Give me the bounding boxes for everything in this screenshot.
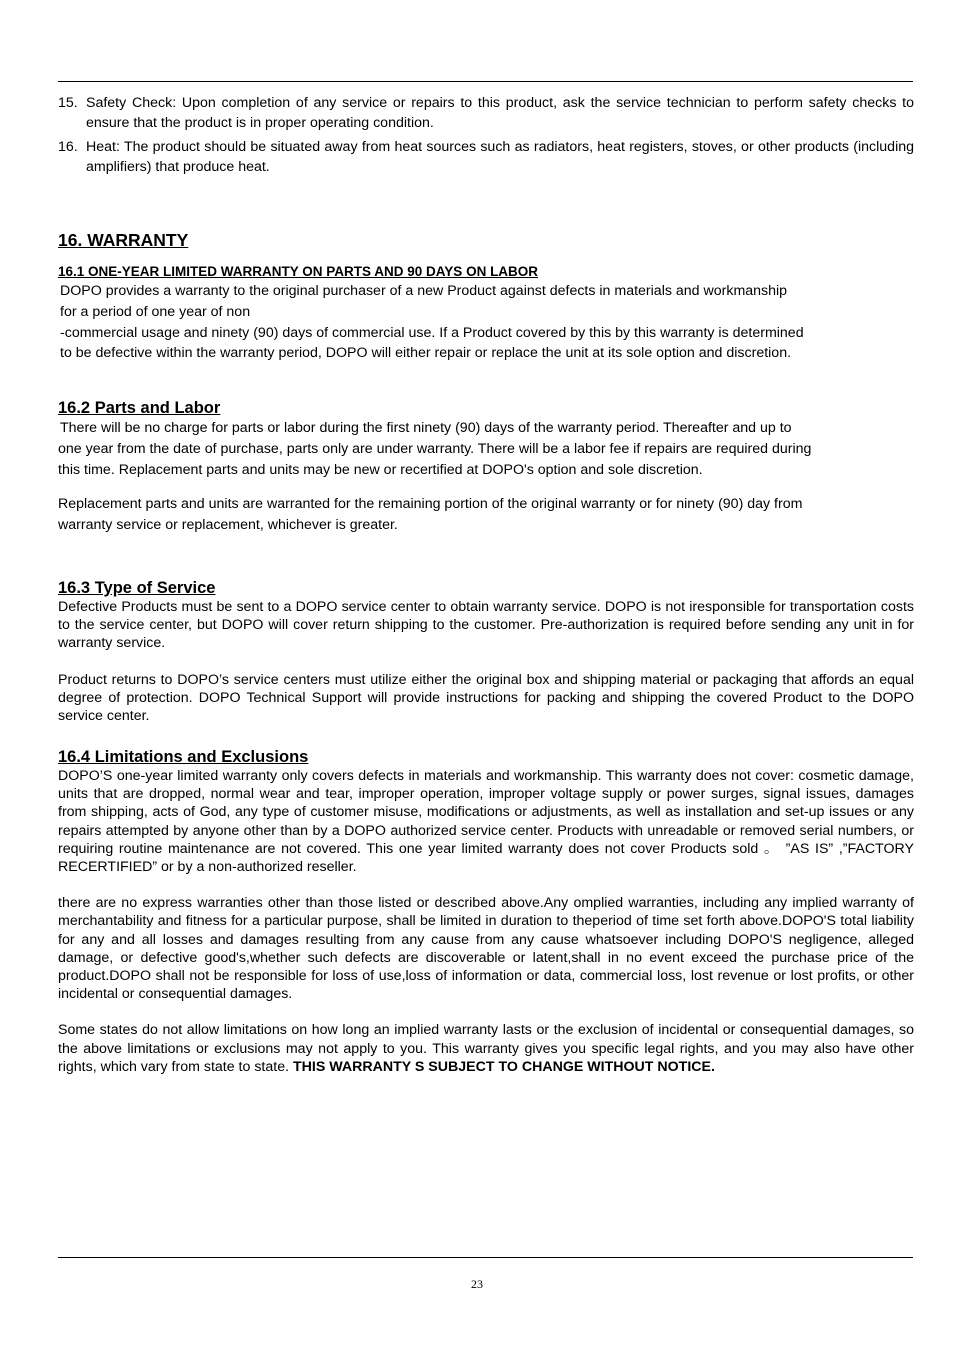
page-number: 23 — [471, 1277, 483, 1291]
paragraph-line: to be defective within the warranty period, DOPO will either repair or replace the unit at its sole option and discretion. — [60, 345, 792, 362]
list-number: 15. — [58, 95, 78, 111]
warranty-title-block — [58, 230, 914, 251]
list-item-15 — [58, 93, 914, 133]
list-text: Heat: The product should be situated away from heat sources such as radiators, heat registers, stoves, or other products (including amplifiers) that produce heat. — [86, 139, 914, 175]
subsection-heading: 16.2 Parts and Labor — [58, 399, 221, 417]
subsection-heading: 16.3 Type of Service — [58, 579, 216, 597]
safety-list — [58, 93, 914, 181]
paragraph-line: warranty service or replacement, whichever is greater. — [58, 517, 398, 534]
paragraph: Product returns to DOPO’s service centers must utilize either the original box and shipping material or packaging that affords an equal degree of protection. DOPO Technical Support will provide instructions for packing and shipping the covered Product to the DOPO service center. — [58, 671, 914, 725]
section-title: 16. WARRANTY — [58, 230, 189, 250]
subsection-heading: 16.1 ONE-YEAR LIMITED WARRANTY ON PARTS AND 90 DAYS ON LABOR — [58, 264, 539, 279]
paragraph-line: -commercial usage and ninety (90) days of commercial use. If a Product covered by this by this warranty is determined — [60, 324, 804, 341]
list-text: Safety Check: Upon completion of any service or repairs to this product, ask the service technician to perform safety checks to ensure that the product is in proper operating condition. — [86, 95, 914, 131]
paragraph — [58, 1021, 914, 1076]
footer-rule — [58, 1257, 913, 1258]
paragraph: DOPO’S one-year limited warranty only covers defects in materials and workmanship. This warranty does not cover: cosmetic damage, units that are dropped, normal wear and tear, improper operation, improper voltage supply or power surges, signal issues, damages from shipping, acts of God, any type of customer misuse, modifications or adjustments, as well as installation and set-up issues or any repairs attempted by anyone other than by a DOPO authorized service center. Products with unreadable or removed serial numbers, or requiring routine maintenance are not covered. This one year limited warranty does not cover Products sold 。 ”AS IS” ,”FACTORY RECERTIFIED” or by a non-authorized reseller. — [58, 768, 914, 876]
warranty-section-16-1 — [58, 263, 914, 364]
warranty-section-16-3 — [58, 578, 914, 725]
notice-text: THIS WARRANTY S SUBJECT TO CHANGE WITHOUT NOTICE. — [292, 1058, 715, 1075]
subsection-heading: 16.4 Limitations and Exclusions — [58, 748, 309, 766]
paragraph-line: Replacement parts and units are warranted for the remaining portion of the original warranty or for ninety (90) day from — [58, 496, 803, 513]
list-number: 16. — [58, 139, 78, 155]
header-rule — [58, 81, 913, 82]
warranty-section-16-2 — [58, 398, 914, 536]
paragraph-line: this time. Replacement parts and units may be new or recertified at DOPO's option and sole discretion. — [58, 461, 703, 478]
paragraph-line: There will be no charge for parts or labor during the first ninety (90) days of the warranty period. Thereafter and up to — [60, 420, 792, 436]
paragraph-line: for a period of one year of non — [60, 303, 251, 320]
paragraph-line: DOPO provides a warranty to the original purchaser of a new Product against defects in materials and workmanship — [60, 283, 788, 299]
paragraph: Defective Products must be sent to a DOPO service center to obtain warranty service. DOPO is not iresponsible for transportation costs to the service center, but DOPO will cover return shipping to the customer. Pre-authorization is required before sending any unit in for warranty service. — [58, 599, 914, 652]
paragraph-text: Some states do not allow limitations on how long an implied warranty lasts or the exclusion of incidental or consequential damages, so the above limitations or exclusions may not apply to you. This warranty gives you specific legal rights, and you may also have other rights, which vary from state to state. — [58, 1022, 914, 1075]
list-item-16 — [58, 137, 914, 177]
paragraph: there are no express warranties other than those listed or described above.Any omplied warranties, including any implied warranty of merchantability and fitness for a particular purpose, shall be limited in duration to theperiod of time set forth above.DOPO'S total liability for any and all losses and damages resulting from any cause from any cause whatsoever including DOPO'S negligence, alleged damage, or defective good's,whether such defects are discoverable or latent,shall in no event exceed the purchase price of the product.DOPO shall not be responsible for loss of use,loss of information or data, commercial loss, lost revenue or lost profits, or other incidental or consequential damages. — [58, 895, 914, 1003]
warranty-section-16-4 — [58, 747, 914, 1076]
paragraph-line: one year from the date of purchase, parts only are under warranty. There will be a labor fee if repairs are required during — [58, 440, 812, 457]
